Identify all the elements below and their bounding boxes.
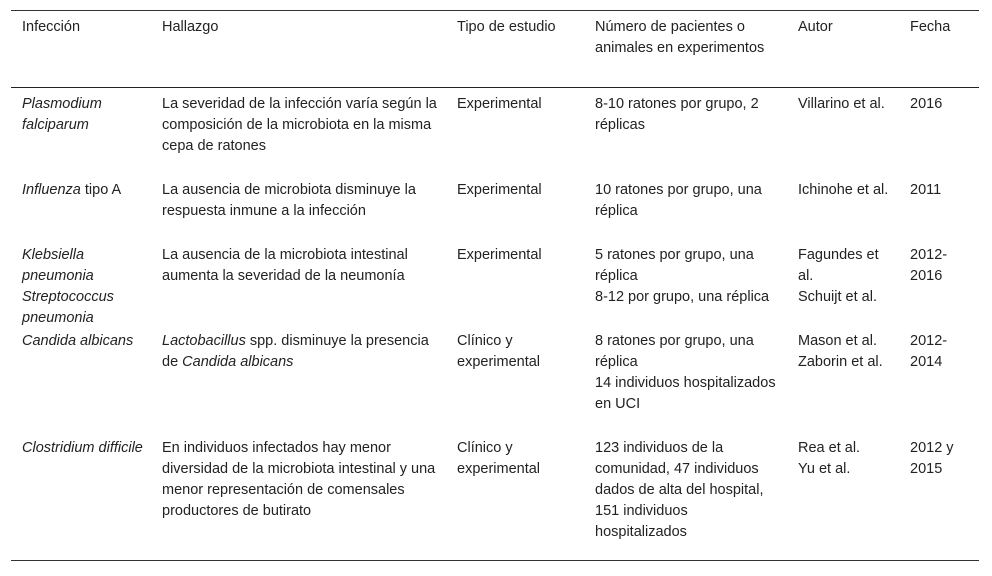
table-header-row xyxy=(11,11,979,88)
cell-hallazgo: La ausencia de microbiota disminuye la respuesta inmune a la infección xyxy=(162,182,416,219)
table-row xyxy=(11,174,979,239)
cell-tipo-estudio: Experimental xyxy=(457,247,542,263)
cell-numero-pacientes xyxy=(595,331,780,415)
infeccion-line-2: Streptococcus pneumonia xyxy=(22,289,114,326)
cell-autor: Villarino et al. xyxy=(798,96,885,112)
autor-line-1: Mason et al. xyxy=(798,333,877,349)
header-numero-pacientes: Número de pacientes o animales en experimentos xyxy=(595,19,765,56)
table-row xyxy=(11,432,979,560)
header-infeccion: Infección xyxy=(22,19,81,35)
cell-numero-pacientes: 8-10 ratones por grupo, 2 réplicas xyxy=(595,96,759,133)
cell-hallazgo: La ausencia de la microbiota intestinal aumenta la severidad de la neumonía xyxy=(162,247,408,284)
table-row xyxy=(11,88,979,174)
cell-autor: Ichinohe et al. xyxy=(798,182,889,198)
cell-fecha: 2011 xyxy=(910,182,942,198)
infeccion-line-1: Klebsiella pneumonia xyxy=(22,247,94,284)
cell-hallazgo: La severidad de la infección varía según la composición de la microbiota en la misma cepa de ratones xyxy=(162,96,437,154)
numero-line-2: 8-12 por grupo, una réplica xyxy=(595,289,770,305)
numero-line-1: 5 ratones por grupo, una réplica xyxy=(595,247,754,284)
infeccion-rest: tipo A xyxy=(80,182,122,198)
autor-line-1: Fagundes et al. xyxy=(798,247,879,284)
infeccion-italic: Influenza xyxy=(22,182,81,198)
cell-autor xyxy=(798,331,893,373)
autor-line-2: Yu et al. xyxy=(798,461,851,477)
cell-numero-pacientes xyxy=(595,245,780,308)
cell-hallazgo: En individuos infectados hay menor diversidad de la microbiota intestinal y una menor representación de comensales productores de butirato xyxy=(162,440,436,519)
cell-infeccion xyxy=(22,180,152,201)
cell-autor xyxy=(798,245,893,308)
cell-tipo-estudio: Clínico y experimental xyxy=(457,333,541,370)
hallazgo-italic-2: Candida albicans xyxy=(182,354,294,370)
cell-infeccion: Candida albicans xyxy=(22,333,134,349)
hallazgo-mid: spp. disminuye la presencia de xyxy=(162,333,429,370)
cell-tipo-estudio: Experimental xyxy=(457,96,542,112)
cell-numero-pacientes: 123 individuos de la comunidad, 47 individuos dados de alta del hospital, 151 individuos hospitalizados xyxy=(595,440,764,540)
cell-infeccion: Clostridium difficile xyxy=(22,440,143,456)
cell-fecha: 2012-2014 xyxy=(910,333,948,370)
cell-fecha: 2012-2016 xyxy=(910,247,948,284)
autor-line-1: Rea et al. xyxy=(798,440,861,456)
cell-hallazgo xyxy=(162,331,447,373)
numero-line-1: 8 ratones por grupo, una réplica xyxy=(595,333,754,370)
cell-tipo-estudio: Experimental xyxy=(457,182,542,198)
header-hallazgo: Hallazgo xyxy=(162,19,219,35)
header-autor: Autor xyxy=(798,19,833,35)
cell-infeccion: Plasmodium falciparum xyxy=(22,96,102,133)
header-fecha: Fecha xyxy=(910,19,951,35)
numero-line-2: 14 individuos hospitalizados en UCI xyxy=(595,375,776,412)
cell-autor xyxy=(798,438,893,480)
cell-fecha: 2016 xyxy=(910,96,943,112)
cell-infeccion xyxy=(22,245,152,329)
cell-tipo-estudio: Clínico y experimental xyxy=(457,440,541,477)
table-row xyxy=(11,239,979,325)
header-tipo-estudio: Tipo de estudio xyxy=(457,19,556,35)
table-row xyxy=(11,325,979,432)
autor-line-2: Zaborin et al. xyxy=(798,354,883,370)
hallazgo-italic-1: Lactobacillus xyxy=(162,333,246,349)
cell-numero-pacientes: 10 ratones por grupo, una réplica xyxy=(595,182,762,219)
autor-line-2: Schuijt et al. xyxy=(798,289,877,305)
findings-table xyxy=(11,10,979,561)
cell-fecha: 2012 y 2015 xyxy=(910,440,954,477)
